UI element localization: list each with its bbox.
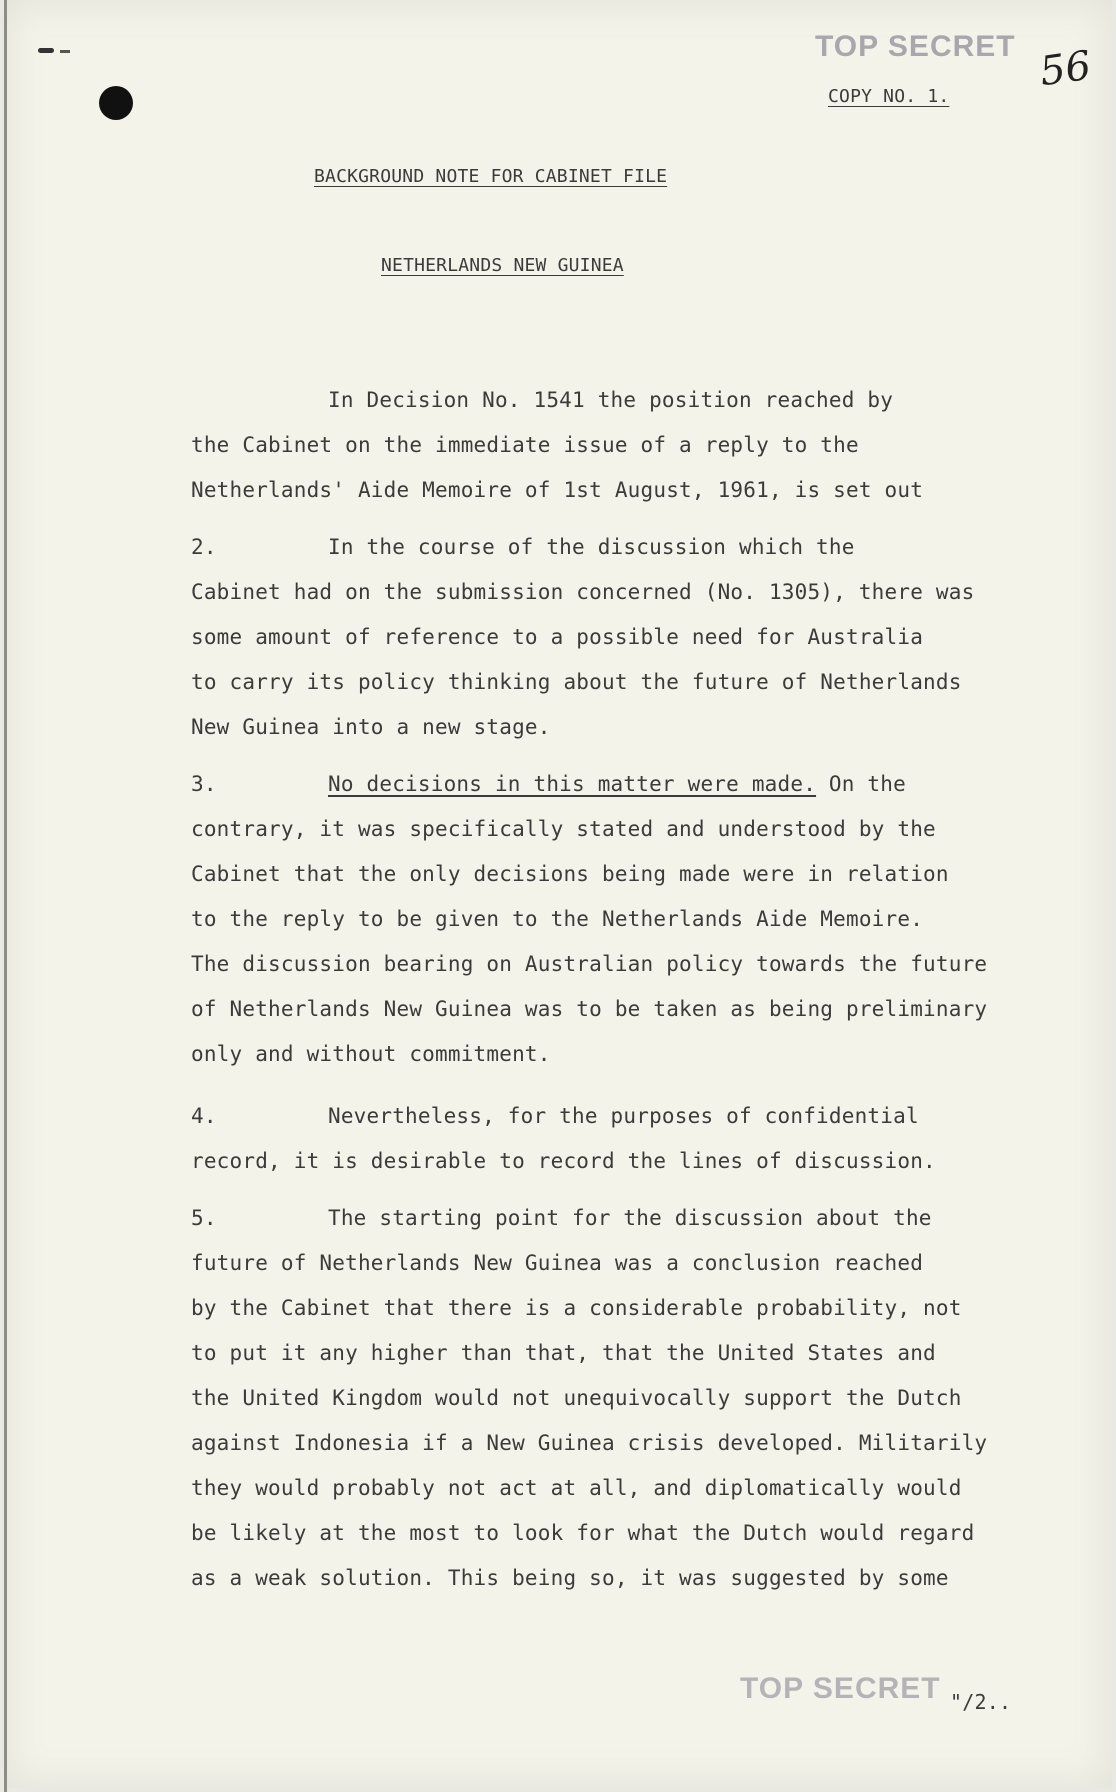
paragraph-line: against Indonesia if a New Guinea crisis developed. Militarily: [191, 1431, 988, 1455]
paragraph-line: the United Kingdom would not unequivocally support the Dutch: [191, 1386, 962, 1410]
copy-number: COPY NO. 1.: [828, 86, 950, 107]
document-page: [4, 0, 1112, 1788]
paragraph-line: contrary, it was specifically stated and understood by the: [191, 817, 936, 841]
page-edge: [4, 0, 7, 1792]
paragraph-line: some amount of reference to a possible need for Australia: [191, 625, 924, 649]
top-secret-stamp: TOP SECRET: [815, 30, 1016, 63]
paragraph-first-line: [328, 772, 906, 796]
paragraph-number: 2.: [191, 535, 217, 559]
underlined-statement: No decisions in this matter were made.: [328, 772, 817, 796]
paragraph-2: [191, 535, 1071, 745]
paragraph-5: [191, 1206, 1071, 1596]
paragraph-number: 3.: [191, 772, 217, 796]
document-subtitle: NETHERLANDS NEW GUINEA: [381, 255, 624, 276]
paragraph-line: be likely at the most to look for what the Dutch would regard: [191, 1521, 975, 1545]
paragraph-4: [191, 1104, 1071, 1194]
top-secret-stamp-bottom: TOP SECRET: [740, 1672, 941, 1705]
ink-mark: [60, 50, 70, 53]
paragraph-line: The starting point for the discussion about the: [328, 1206, 932, 1230]
folio-number: 56: [1037, 42, 1094, 96]
paragraph-line: record, it is desirable to record the lines of discussion.: [191, 1149, 936, 1173]
paragraph-line: In Decision No. 1541 the position reached by: [328, 388, 894, 412]
paragraph-line: to carry its policy thinking about the future of Netherlands: [191, 670, 962, 694]
paragraph-3: [191, 772, 1071, 1066]
paragraph-line: only and without commitment.: [191, 1042, 551, 1066]
paragraph-number: 5.: [191, 1206, 217, 1230]
paragraph-line-tail: On the: [816, 772, 906, 796]
paragraph-line: New Guinea into a new stage.: [191, 715, 551, 739]
paragraph-line: to put it any higher than that, that the United States and: [191, 1341, 936, 1365]
paragraph-line: future of Netherlands New Guinea was a conclusion reached: [191, 1251, 924, 1275]
paragraph-line: the Cabinet on the immediate issue of a reply to the: [191, 433, 859, 457]
paragraph-line: Nevertheless, for the purposes of confidential: [328, 1104, 919, 1128]
document-title: BACKGROUND NOTE FOR CABINET FILE: [314, 166, 668, 187]
paragraph-line: In the course of the discussion which the: [328, 535, 855, 559]
continuation-marker: "/2..: [950, 1690, 1012, 1714]
paragraph-line: to the reply to be given to the Netherlands Aide Memoire.: [191, 907, 924, 931]
paragraph-line: by the Cabinet that there is a considerable probability, not: [191, 1296, 962, 1320]
paragraph-line: Cabinet had on the submission concerned (No. 1305), there was: [191, 580, 975, 604]
paragraph-line: Netherlands' Aide Memoire of 1st August, 1961, is set out: [191, 478, 924, 502]
paragraph-line: of Netherlands New Guinea was to be taken as being preliminary: [191, 997, 988, 1021]
ink-mark: [38, 48, 54, 53]
paragraph-line: The discussion bearing on Australian policy towards the future: [191, 952, 988, 976]
paragraph-line: Cabinet that the only decisions being made were in relation: [191, 862, 949, 886]
paragraph-line: as a weak solution. This being so, it was suggested by some: [191, 1566, 949, 1590]
paragraph-line: they would probably not act at all, and diplomatically would: [191, 1476, 962, 1500]
paragraph-number: 4.: [191, 1104, 217, 1128]
punch-hole: [99, 86, 133, 120]
paragraph-1: [191, 388, 1071, 518]
